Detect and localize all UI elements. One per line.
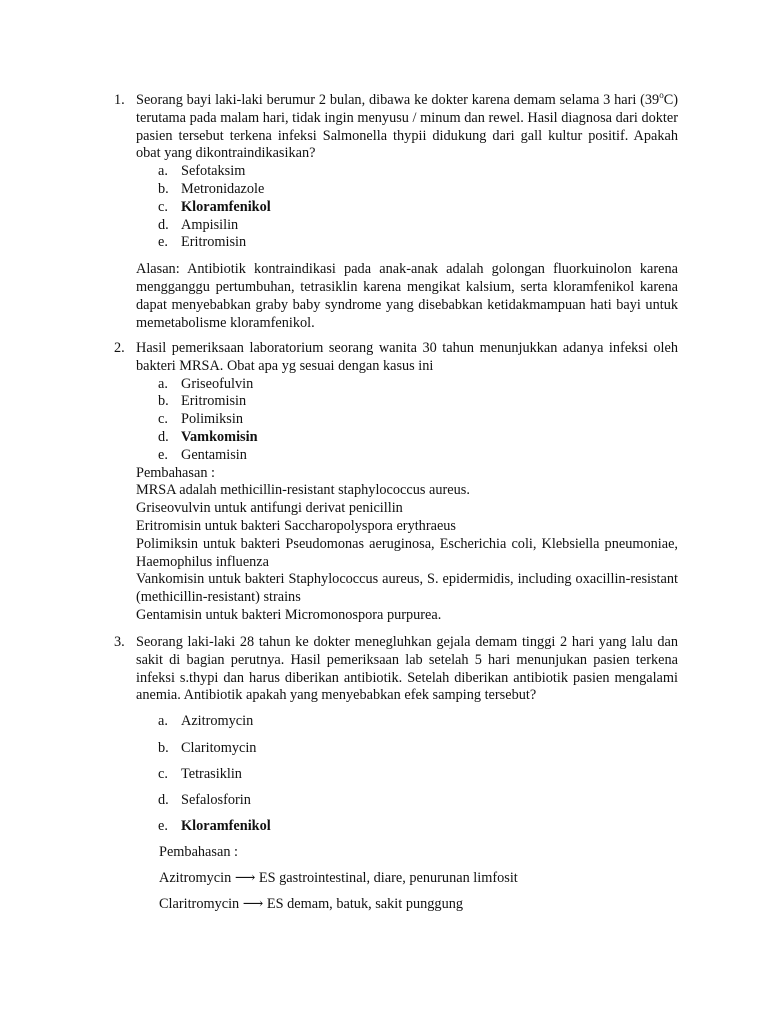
option-a: a. Azitromycin — [158, 713, 254, 730]
discussion-heading: Pembahasan : — [159, 843, 239, 860]
option-e: e. Eritromisin — [158, 234, 247, 251]
question-number: 1. — [114, 92, 125, 108]
option-d-correct: d. Vamkomisin — [158, 428, 258, 445]
option-a: a. Sefotaksim — [158, 163, 246, 180]
question-1 — [114, 92, 678, 332]
discussion-line: Claritromycin ⟶ ES demam, batuk, sakit punggung — [159, 896, 464, 913]
question-text: Seorang bayi laki-laki berumur 2 bulan, dibawa ke dokter karena demam selama 3 hari (39$^o$C) terutama pada malam hari, tidak ingin menyusu / minum dan rewel. Hasil diagnosa dari dokter pasien tersebut terkena infeksi Salmonella thypii didukung dari gall kultur positif. Apakah obat yang dikontraindikasikan? — [136, 90, 678, 162]
option-c: c. Polimiksin — [158, 411, 243, 428]
question-number: 2. — [114, 340, 125, 356]
discussion-line: Griseovulvin untuk antifungi derivat penicillin — [136, 500, 403, 517]
question-2 — [114, 340, 678, 625]
discussion-line: Vankomisin untuk bakteri Staphylococcus aureus, S. epidermidis, including oxacillin-resistant (methicillin-resistant) strains — [136, 571, 678, 606]
question-text: Seorang laki-laki 28 tahun ke dokter menegluhkan gejala demam tinggi 2 hari yang lalu dan sakit di bagian perutnya. Hasil pemeriksaan lab setelah 5 hari menunjukan pasien terkena infeksi s.thypi dan harus diberikan antibiotik. Setelah diberikan antibiotik pasien mengalami anemia. Antibiotik apakah yang menyebabkan efek samping tersebut? — [136, 634, 678, 704]
discussion-line: Azitromycin ⟶ ES gastrointestinal, diare, penurunan limfosit — [159, 870, 518, 887]
option-d: d. Sefalosforin — [158, 791, 251, 808]
option-b: b. Eritromisin — [158, 393, 247, 410]
discussion-line: MRSA adalah methicillin-resistant staphylococcus aureus. — [136, 482, 470, 499]
option-a: a. Griseofulvin — [158, 375, 254, 392]
option-b: b. Claritomycin — [158, 739, 257, 756]
discussion-line: Polimiksin untuk bakteri Pseudomonas aeruginosa, Escherichia coli, Klebsiella pneumoniae, Haemophilus influenza — [136, 535, 678, 570]
discussion-heading: Pembahasan : — [136, 464, 216, 481]
option-e: e. Gentamisin — [158, 446, 247, 463]
question-3 — [114, 634, 678, 922]
answer-options — [136, 163, 678, 252]
option-e-correct: e. Kloramfenikol — [158, 817, 271, 834]
question-number: 3. — [114, 634, 125, 650]
option-c: c. Tetrasiklin — [158, 765, 242, 782]
answer-options — [136, 376, 678, 465]
option-c-correct: c. Kloramfenikol — [158, 198, 271, 215]
option-b: b. Metronidazole — [158, 180, 265, 197]
reason-paragraph: Alasan: Antibiotik kontraindikasi pada anak-anak adalah golongan fluorkuinolon karena mengganggu pertumbuhan, tetrasiklin karena mengikat kalsium, serta kloramfenikol karena dapat menyebabkan graby baby syndrome yang disebabkan ketidakmampuan hati bayi untuk memetabolisme kloramfenikol. — [136, 261, 678, 331]
discussion-line: Gentamisin untuk bakteri Micromonospora purpurea. — [136, 606, 442, 623]
option-d: d. Ampisilin — [158, 216, 239, 233]
discussion-line: Eritromisin untuk bakteri Saccharopolyspora erythraeus — [136, 517, 456, 534]
question-text: Hasil pemeriksaan laboratorium seorang wanita 30 tahun menunjukkan adanya infeksi oleh bakteri MRSA. Obat apa yg sesuai dengan kasus ini — [136, 340, 678, 374]
answer-options — [136, 713, 678, 835]
